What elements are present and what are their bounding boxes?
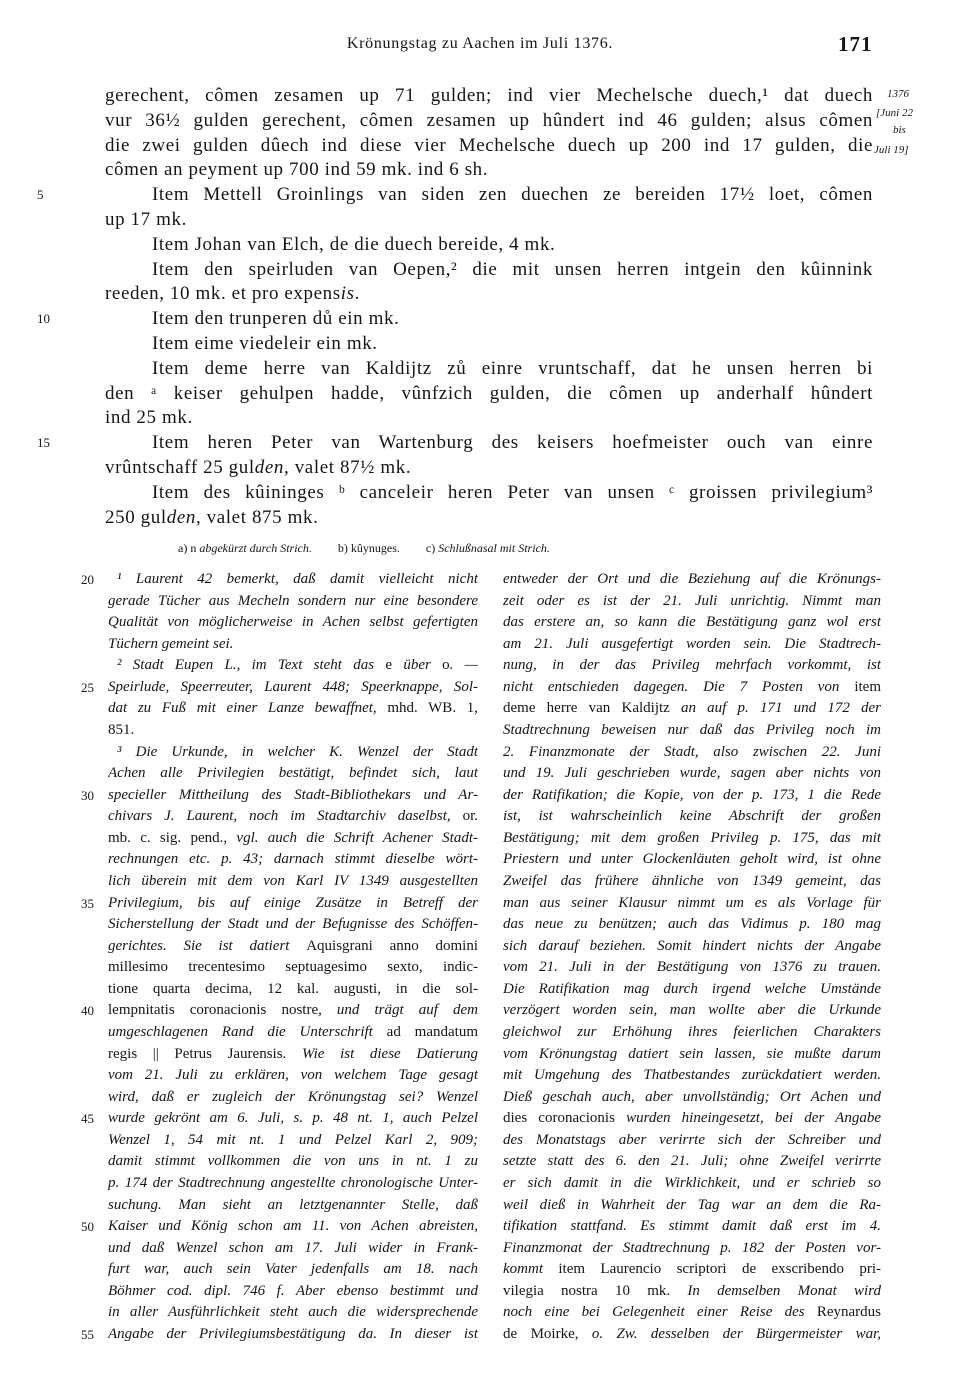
line-number: 30	[81, 787, 94, 803]
text-segment: a) n	[178, 541, 200, 555]
italic-text-segment: abgekürzt durch Strich.	[199, 541, 312, 555]
main-text-line	[105, 430, 873, 455]
text-segment: Bestätigung; mit dem großen Privileg p. 175, das mit	[503, 829, 881, 846]
main-text-line	[105, 108, 873, 133]
footnote-line	[108, 612, 478, 634]
roman-text-segment: item	[854, 678, 881, 695]
text-segment: Item eime viedeleir ein mk.	[152, 333, 378, 354]
footnote-line	[108, 1324, 478, 1346]
footnote-line	[503, 1065, 881, 1087]
line-number: 45	[81, 1111, 94, 1127]
footnote-line	[503, 634, 881, 656]
text-segment: umgeschlagenen Rand die Unterschrift	[108, 1024, 387, 1040]
text-segment: , valet 87½ mk.	[284, 457, 412, 478]
text-segment: in aller Ausführlichkeit steht auch die widersprechende	[108, 1304, 478, 1321]
footnote-line	[108, 785, 478, 807]
footnote-line	[503, 1259, 881, 1281]
main-text-line	[105, 480, 873, 505]
footnote-line	[503, 1281, 881, 1303]
text-segment: 2. Finanzmonate der Stadt, also zwischen 22. Juni	[503, 743, 881, 760]
text-segment: chivars J. Laurent, noch im Stadtarchiv daselbst,	[108, 808, 463, 825]
text-segment: .	[354, 283, 360, 305]
text-segment: Item Mettell Groinlings van siden zen duechen ze bereiden 17½ loet, cômen	[152, 184, 873, 206]
footnote-line	[108, 893, 478, 915]
text-segment: gerechent, cômen zesamen up 71 gulden; ind vier Mechelsche duech,¹ dat duech	[105, 85, 873, 106]
text-segment: Sicherstellung der Stadt und der Befugnisse des Schöffen-	[108, 916, 478, 933]
text-segment: vrûntschaff 25 gul	[105, 457, 255, 478]
text-segment: , valet 875 mk.	[195, 506, 319, 528]
text-segment: kommt	[503, 1261, 559, 1278]
text-segment: setzte statt des 6. den 21. Juli; ohne Zweifel verirrte	[503, 1153, 881, 1170]
footnote-line	[108, 979, 478, 1001]
footnote-line	[503, 1238, 881, 1260]
line-number: 5	[37, 187, 44, 203]
footnote-line	[503, 806, 881, 828]
roman-text-segment: e	[385, 657, 393, 674]
line-number: 50	[81, 1219, 94, 1235]
footnote-line	[503, 871, 881, 893]
text-segment: Priestern und unter Glockenläuten geholt wird, ist ohne	[503, 851, 881, 868]
footnote-line	[503, 1130, 881, 1152]
text-segment: suchung. Man sieht an letztgenannter Stelle, daß	[108, 1196, 478, 1213]
main-text-line	[105, 207, 873, 232]
footnote-line	[108, 1130, 478, 1152]
roman-text-segment: lempnitatis coronacionis nostre,	[108, 1002, 322, 1019]
page-number: 171	[838, 32, 873, 56]
footnote-line	[108, 698, 478, 720]
footnote-line	[503, 1195, 881, 1217]
text-segment: wurde gekrönt am 6. Juli, s. p. 48 nt. 1, auch Pelzel	[108, 1110, 478, 1127]
text-segment: des Monatstags aber verirrte sich der Schreiber und	[503, 1131, 881, 1148]
main-text-line	[105, 133, 873, 158]
text-segment: Item den speirluden van Oepen,² die mit unsen herren intgein den kûinnink	[152, 258, 873, 280]
text-segment: weil dieß in Wahrheit der Tag war an dem die Ra-	[503, 1196, 881, 1213]
roman-text-segment: millesimo trecentesimo septuagesimo sexto, indic-	[108, 959, 478, 976]
text-segment: über	[392, 657, 443, 674]
footnote-line	[503, 763, 881, 785]
italic-text-segment: is	[340, 283, 355, 305]
footnote-line	[503, 742, 881, 764]
main-text-line	[105, 405, 873, 430]
footnote-line	[108, 742, 478, 764]
line-number: 35	[81, 895, 94, 911]
footnote-line	[108, 1238, 478, 1260]
footnote-line	[108, 1281, 478, 1303]
text-segment: wird, daß er zugleich der Krönungstag sei? Wenzel	[108, 1088, 478, 1105]
footnote-line	[108, 1000, 478, 1022]
footnote-line	[108, 1173, 478, 1195]
text-segment: Angabe der Privilegiumsbestätigung da. In dieser ist	[108, 1326, 478, 1342]
text-segment: In demselben Monat wird	[670, 1282, 881, 1299]
text-segment: dat zu Fuß mit einer Lanze bewaffnet,	[108, 700, 388, 717]
main-text-line	[105, 306, 873, 331]
main-text-line	[105, 157, 873, 182]
text-segment: reeden, 10 mk. et pro expens	[105, 283, 341, 305]
main-text-line	[105, 505, 873, 530]
footnote-line	[503, 1000, 881, 1022]
footnote-line	[108, 1044, 478, 1066]
text-segment: Kaiser und König schon am 11. von Achen abreisten,	[108, 1218, 478, 1235]
text-segment: vom Krönungstag datiert sein lassen, sie mußte darum	[503, 1045, 881, 1062]
main-text-line	[105, 83, 873, 108]
roman-text-segment: o	[442, 657, 450, 674]
margin-note-date-from: [Juni 22	[876, 107, 913, 119]
footnote-line	[503, 1087, 881, 1109]
roman-text-segment: tione quarta decima, 12 kal. augusti, in die sol-	[108, 980, 478, 997]
roman-text-segment: 851.	[108, 722, 135, 738]
footnote-line	[108, 1302, 478, 1324]
text-segment: gerichtes. Sie ist datiert	[108, 937, 307, 954]
italic-text-segment: Schlußnasal mit Strich.	[438, 541, 550, 555]
footnote-line	[503, 849, 881, 871]
footnote-line	[503, 612, 881, 634]
footnote-line	[503, 979, 881, 1001]
footnote-line	[503, 720, 881, 742]
roman-text-segment: regis || Petrus Jaurensis.	[108, 1045, 287, 1062]
text-segment: den ᵃ keiser gehulpen hadde, vûnfzich gulden, die cômen up anderhalf hûndert	[105, 382, 873, 404]
text-segment: Item heren Peter van Wartenburg des keisers hoefmeister ouch van einre	[152, 432, 873, 454]
text-segment: cômen an peyment up 700 ind 59 mk. ind 6 sh.	[105, 159, 489, 181]
text-segment: die zwei gulden dûech ind diese vier Mechelsche duech up 200 ind 17 gulden, die	[105, 134, 873, 156]
footnote-line	[503, 1151, 881, 1173]
footnote-line	[108, 1022, 478, 1044]
text-segment: und 19. Juli geschrieben wurde, sagen aber nichts von	[503, 765, 881, 782]
text-segment: nicht entschieden dagegen. Die 7 Posten von	[503, 678, 855, 695]
text-segment: wurden hineingesetzt, bei der Angabe	[614, 1110, 881, 1127]
critical-apparatus	[178, 540, 576, 556]
text-segment: rechnungen etc. p. 43; darnach stimmt dieselbe wört-	[108, 851, 478, 868]
footnote-line	[503, 893, 881, 915]
text-segment: Wie ist diese Datierung	[286, 1045, 478, 1062]
text-segment: der Ratifikation; die Kopie, von der p. 173, 1 die Rede	[503, 786, 881, 803]
text-segment: das erstere an, so kann die Bestätigung ganz wol erst	[503, 614, 881, 631]
footnote-line	[108, 914, 478, 936]
text-segment: o. Zw. desselben der Bürgermeister war,	[578, 1326, 881, 1342]
footnote-line	[108, 806, 478, 828]
text-segment: 250 gul	[105, 506, 167, 528]
footnote-line	[503, 936, 881, 958]
roman-text-segment: Aquisgrani anno domini	[306, 937, 478, 954]
roman-text-segment: Reynardus	[816, 1304, 881, 1321]
footnote-line	[108, 936, 478, 958]
apparatus-note	[338, 541, 400, 555]
footnote-line	[108, 720, 478, 742]
footnote-line	[503, 1302, 881, 1324]
text-segment: Tüchern gemeint sei.	[108, 635, 234, 652]
text-segment: Privilegium, bis auf einige Zusätze in Betreff der	[108, 894, 478, 911]
footnote-line	[108, 1108, 478, 1130]
footnote-line	[503, 1216, 881, 1238]
text-segment: nung, in der das Privileg mehrfach vorkommt, ist	[503, 657, 881, 674]
text-segment: und trägt auf dem	[321, 1002, 478, 1019]
text-segment: furt war, auch sein Vater jedenfalls am 18. nach	[108, 1261, 478, 1278]
footnote-line	[108, 1087, 478, 1109]
text-segment: ² Stadt Eupen L., im Text steht das	[117, 657, 386, 674]
footnote-line	[108, 1259, 478, 1281]
line-number: 15	[37, 435, 50, 451]
main-text-line	[105, 281, 873, 306]
apparatus-note	[178, 541, 312, 555]
footnote-line	[108, 591, 478, 613]
text-segment: damit stimmt vollkommen die von uns in nt. 1 zu	[108, 1153, 478, 1170]
footnote-line	[503, 1022, 881, 1044]
roman-text-segment: deme herre van Kaldijtz	[503, 700, 670, 717]
footnote-line	[503, 914, 881, 936]
text-segment: vom 21. Juli in der Bestätigung von 1376 zu trauen.	[503, 959, 881, 976]
text-segment: zeit oder es ist der 21. Juli unrichtig. Nimmt man	[503, 592, 881, 609]
footnote-line	[503, 957, 881, 979]
footnote-line	[503, 1108, 881, 1130]
margin-note-date-to: Juli 19]	[874, 144, 909, 156]
text-segment: Item des kûininges ᵇ canceleir heren Peter van unsen ᶜ groissen privilegium³	[152, 481, 873, 503]
text-segment: Stadtrechnung beweisen nur daß das Privileg noch im	[503, 722, 881, 738]
footnote-line	[108, 634, 478, 656]
text-segment: up 17 mk.	[105, 209, 187, 230]
line-number: 40	[81, 1003, 94, 1019]
footnote-line	[108, 1195, 478, 1217]
footnote-line	[108, 655, 478, 677]
roman-text-segment: dies coronacionis	[503, 1110, 615, 1127]
main-text-line	[105, 232, 873, 257]
roman-text-segment: vilegia nostra 10 mk.	[503, 1282, 671, 1299]
text-segment: er sich damit in die Wirklichkeit, und er schrieb so	[503, 1175, 881, 1191]
roman-text-segment: mhd. WB. 1,	[387, 700, 478, 717]
footnote-line	[108, 828, 478, 850]
main-text-line	[105, 381, 873, 406]
footnote-line	[503, 591, 881, 613]
text-segment: noch eine bei Gelegenheit einer Reise des	[503, 1304, 817, 1321]
roman-text-segment: de Moirke,	[503, 1326, 579, 1342]
text-segment: Finanzmonat der Stadtrechnung p. 182 der Posten vor-	[503, 1239, 881, 1256]
text-segment: verzögert worden sein, man wollte aber die Urkunde	[503, 1002, 881, 1019]
italic-text-segment: den	[254, 457, 284, 478]
footnote-line	[108, 1151, 478, 1173]
footnote-line	[503, 1044, 881, 1066]
main-text-line	[105, 356, 873, 381]
text-segment: c)	[425, 541, 439, 555]
footnote-line	[108, 569, 478, 591]
footnote-line	[503, 655, 881, 677]
text-segment: Speirlude, Speerreuter, Laurent 448; Speerknappe, Sol-	[108, 678, 478, 695]
line-number: 20	[81, 572, 94, 587]
text-segment: Qualität von möglicherweise in Achen selbst gefertigten	[108, 614, 478, 631]
text-segment: mit Umgehung des Thatbestandes zurückdatiert werden.	[503, 1067, 881, 1084]
text-segment: Item deme herre van Kaldijtz zů einre vruntschaff, dat he unsen herren bi	[152, 357, 873, 379]
margin-note-year: 1376	[887, 88, 909, 100]
text-segment: ist, ist wahrscheinlich keine Abschrift der großen	[503, 808, 881, 825]
text-segment: Item Johan van Elch, de die duech bereide, 4 mk.	[152, 233, 556, 255]
text-segment: ¹ Laurent 42 bemerkt, daß damit vielleicht nicht	[117, 571, 478, 587]
footnote-line	[503, 1173, 881, 1195]
text-segment: sich darauf beziehen. Somit hindert nichts der Angabe	[503, 937, 881, 954]
running-title: Krönungstag zu Aachen im Juli 1376.	[346, 35, 614, 52]
text-segment: Wenzel 1, 54 mit nt. 1 und Pelzel Karl 2, 909;	[108, 1131, 478, 1148]
line-number: 25	[81, 679, 94, 695]
footnote-line	[503, 1324, 881, 1346]
main-text-line	[105, 331, 873, 356]
footnote-line	[503, 677, 881, 699]
text-segment: specieller Mittheilung des Stadt-Bibliothekars und Ar-	[108, 786, 478, 803]
text-segment: b) kûynuges.	[337, 541, 400, 555]
text-segment: . —	[449, 657, 478, 674]
text-segment: Item den trunperen dů ein mk.	[152, 308, 400, 330]
footnote-line	[503, 785, 881, 807]
text-segment: Die Ratifikation mag durch irgend welche Umstände	[503, 980, 881, 997]
footnote-line	[108, 871, 478, 893]
apparatus-note	[426, 541, 550, 555]
line-number: 55	[81, 1327, 94, 1342]
text-segment: ind 25 mk.	[105, 407, 193, 429]
text-segment: ³ Die Urkunde, in welcher K. Wenzel der Stadt	[117, 743, 478, 760]
text-segment: man aus seiner Klausur nimmt um es als Vorlage für	[503, 894, 881, 911]
text-segment: gerade Tücher aus Mecheln sondern nur eine besondere	[108, 592, 478, 609]
text-segment: das neue zu benützen; auch das Vidimus p. 180 mag	[503, 916, 881, 933]
main-text-line	[105, 455, 873, 480]
text-segment: Böhmer cod. dipl. 746 f. Aber ebenso bestimmt und	[108, 1282, 478, 1299]
text-segment: Dieß geschah auch, aber unvollständig; Ort Achen und	[503, 1088, 881, 1105]
roman-text-segment: or.	[462, 808, 478, 825]
text-segment: p. 174 der Stadtrechnung angestellte chronologische Unter-	[108, 1175, 478, 1191]
footnote-line	[108, 957, 478, 979]
text-segment: gleichwol zur Erhöhung ihres feierlichen Charakters	[503, 1024, 881, 1040]
text-segment: lich überein mit dem von Karl IV 1349 ausgestellten	[108, 873, 478, 889]
footnote-line	[503, 698, 881, 720]
text-segment: vgl. auch die Schrift Achener Stadt-	[227, 829, 478, 846]
roman-text-segment: ad mandatum	[386, 1024, 478, 1040]
roman-text-segment: item Laurencio scriptori de exscribendo pri-	[558, 1261, 881, 1278]
text-segment: tifikation stattfand. Es stimmt damit daß erst im 4.	[503, 1218, 881, 1235]
italic-text-segment: den	[166, 506, 196, 528]
margin-note-connector: bis	[893, 124, 906, 136]
main-text-line	[105, 257, 873, 282]
text-segment: Zweifel das frühere ähnliche von 1349 gemeint, das	[503, 873, 881, 889]
footnote-line	[108, 763, 478, 785]
footnote-line	[108, 1065, 478, 1087]
footnote-line	[503, 828, 881, 850]
footnote-line	[108, 1216, 478, 1238]
text-segment: am 21. Juli ausgefertigt worden sein. Die Stadtrech-	[503, 635, 881, 652]
text-segment: vur 36½ gulden gerechent, cômen zesamen up hûndert ind 46 gulden; alsus cômen	[105, 109, 873, 131]
footnote-line	[108, 677, 478, 699]
text-segment: Achen alle Privilegien bestätigt, befindet sich, laut	[108, 765, 478, 782]
main-text-line	[105, 182, 873, 207]
footnote-line	[503, 569, 881, 591]
text-segment: vom 21. Juli zu erklären, von welchem Tage gesagt	[108, 1067, 478, 1084]
roman-text-segment: mb. c. sig. pend.,	[108, 829, 228, 846]
footnote-line	[108, 849, 478, 871]
line-number: 10	[37, 311, 50, 327]
text-segment: und daß Wenzel schon am 17. Juli wider in Frank-	[108, 1239, 478, 1256]
text-segment: an auf p. 171 und 172 der	[669, 700, 881, 717]
text-segment: entweder der Ort und die Beziehung auf die Krönungs-	[503, 571, 881, 587]
